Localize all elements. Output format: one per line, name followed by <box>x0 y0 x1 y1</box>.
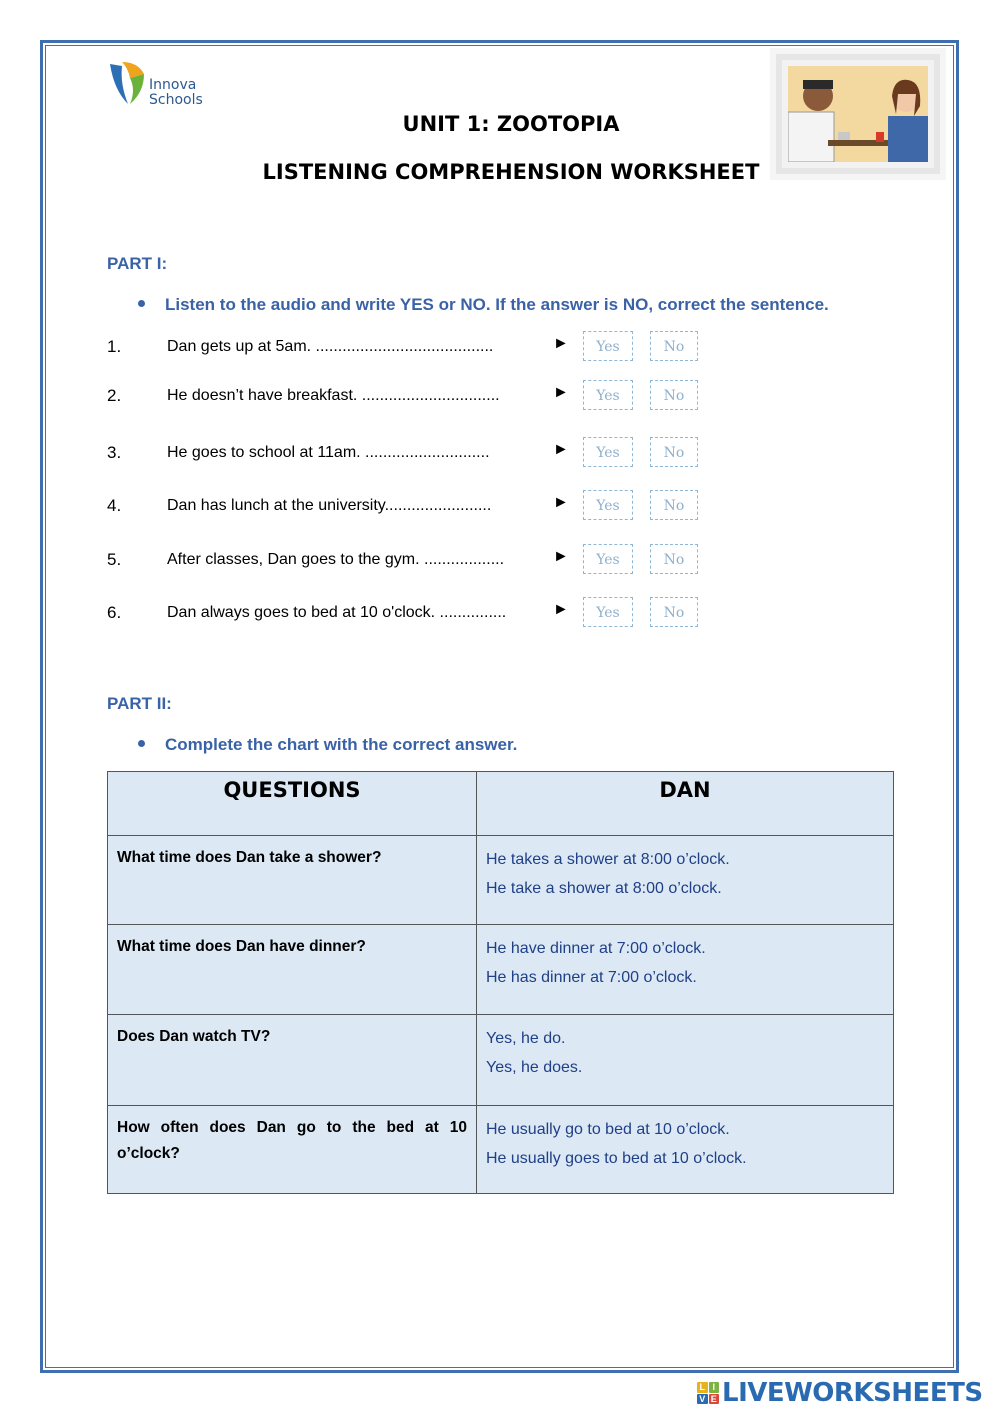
question-number: 6. <box>107 603 122 622</box>
questions-header: QUESTIONS <box>108 772 477 836</box>
no-option[interactable]: No <box>650 597 698 627</box>
question-cell: What time does Dan take a shower? <box>108 836 477 925</box>
table-row <box>108 1015 894 1106</box>
part2-instruction-text: Complete the chart with the correct answer. <box>165 735 518 754</box>
no-option[interactable]: No <box>650 544 698 574</box>
arrow-right-icon: ► <box>553 335 569 352</box>
question-text: After classes, Dan goes to the gym. .................. <box>167 551 505 568</box>
answer-option[interactable]: He takes a shower at 8:00 o’clock. <box>486 851 730 868</box>
question-text: Dan has lunch at the university........................ <box>167 497 492 514</box>
arrow-right-icon: ► <box>553 601 569 618</box>
arrow-right-icon: ► <box>553 441 569 458</box>
question-number: 3. <box>107 443 122 462</box>
question-text: Dan always goes to bed at 10 o'clock. ............... <box>167 604 507 621</box>
part1-instruction-text: Listen to the audio and write YES or NO. If the answer is NO, correct the sentence. <box>165 295 829 314</box>
no-option[interactable]: No <box>650 380 698 410</box>
no-option[interactable]: No <box>650 331 698 361</box>
bullet-icon <box>138 740 145 747</box>
dan-header: DAN <box>477 772 894 836</box>
liveworksheets-watermark <box>697 1378 983 1408</box>
answer-cell <box>477 1015 894 1106</box>
liveworksheets-text[interactable]: LIVEWORKSHEETS <box>722 1378 983 1408</box>
chart-header-row <box>108 772 894 836</box>
answer-cell <box>477 925 894 1015</box>
part1-label: PART I: <box>107 254 168 273</box>
logo-letter: V <box>697 1394 708 1405</box>
yes-option[interactable]: Yes <box>583 331 633 361</box>
yes-option[interactable]: Yes <box>583 437 633 467</box>
question-cell: How often does Dan go to the bed at 10 o’clock? <box>108 1106 477 1194</box>
logo-letter: L <box>697 1382 708 1393</box>
arrow-right-icon: ► <box>553 384 569 401</box>
answer-option[interactable]: Yes, he do. <box>486 1030 566 1047</box>
question-number: 1. <box>107 337 122 356</box>
question-number: 4. <box>107 496 122 515</box>
question-text: He doesn’t have breakfast. ............................... <box>167 387 500 404</box>
answer-option[interactable]: He usually go to bed at 10 o’clock. <box>486 1121 730 1138</box>
no-option[interactable]: No <box>650 437 698 467</box>
no-option[interactable]: No <box>650 490 698 520</box>
yes-option[interactable]: Yes <box>583 380 633 410</box>
table-row <box>108 836 894 925</box>
answer-option[interactable]: He usually goes to bed at 10 o’clock. <box>486 1150 747 1167</box>
answer-chart <box>107 771 894 1194</box>
arrow-right-icon: ► <box>553 548 569 565</box>
table-row <box>108 1106 894 1194</box>
part2-instruction <box>138 735 517 755</box>
yes-option[interactable]: Yes <box>583 490 633 520</box>
yes-option[interactable]: Yes <box>583 544 633 574</box>
page-title: UNIT 1: ZOOTOPIA <box>402 112 620 136</box>
bullet-icon <box>138 300 145 307</box>
page-subtitle: LISTENING COMPREHENSION WORKSHEET <box>262 160 760 184</box>
arrow-right-icon: ► <box>553 494 569 511</box>
part1-instruction <box>138 295 829 315</box>
answer-option[interactable]: Yes, he does. <box>486 1059 583 1076</box>
question-cell: What time does Dan have dinner? <box>108 925 477 1015</box>
question-cell: Does Dan watch TV? <box>108 1015 477 1106</box>
answer-cell <box>477 836 894 925</box>
answer-cell <box>477 1106 894 1194</box>
question-text: Dan gets up at 5am. ........................................ <box>167 338 494 355</box>
question-number: 5. <box>107 550 122 569</box>
liveworksheets-logo-icon <box>697 1382 719 1404</box>
question-text: He goes to school at 11am. ............................ <box>167 444 490 461</box>
answer-option[interactable]: He has dinner at 7:00 o’clock. <box>486 969 697 986</box>
answer-option[interactable]: He take a shower at 8:00 o’clock. <box>486 880 722 897</box>
part2-label: PART II: <box>107 694 172 713</box>
logo-line2: Schools <box>149 92 203 108</box>
logo-text <box>149 78 203 108</box>
answer-option[interactable]: He have dinner at 7:00 o’clock. <box>486 940 706 957</box>
table-row <box>108 925 894 1015</box>
yes-option[interactable]: Yes <box>583 597 633 627</box>
logo-line1: Innova <box>149 77 197 93</box>
logo-letter: E <box>709 1394 720 1405</box>
question-number: 2. <box>107 386 122 405</box>
logo-letter: I <box>709 1382 720 1393</box>
